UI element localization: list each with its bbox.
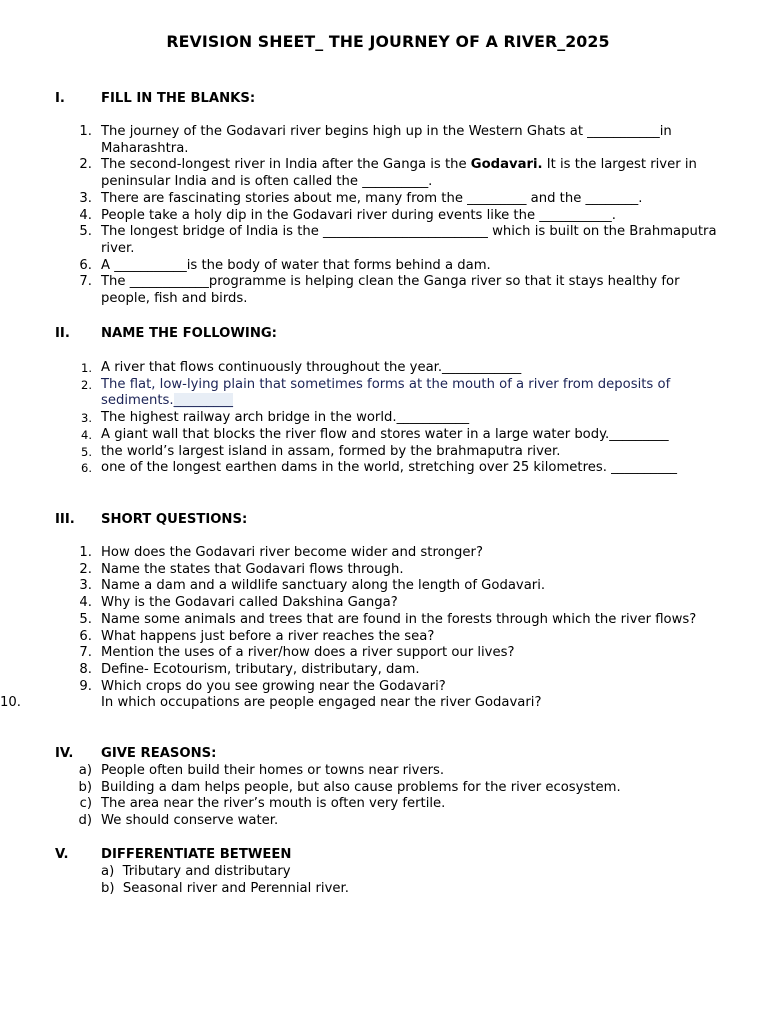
question-list <box>0 360 768 477</box>
list-item: 4. Why is the Godavari called Dakshina Ganga? <box>79 595 398 611</box>
reason-list <box>0 763 768 830</box>
section-numeral: II. <box>55 326 70 341</box>
section-title: FILL IN THE BLANKS: <box>101 91 256 106</box>
list-item: 4. People take a holy dip in the Godavari river during events like the ___________. <box>79 207 616 223</box>
list-item: 2. Name the states that Godavari flows through. <box>79 561 404 577</box>
section-heading <box>0 326 768 343</box>
list-item: 3. Name a dam and a wildlife sanctuary along the length of Godavari. <box>79 578 546 594</box>
list-item: d) We should conserve water. <box>78 813 279 829</box>
page-title: REVISION SHEET_ THE JOURNEY OF A RIVER_2025 <box>166 32 610 51</box>
section-title: NAME THE FOLLOWING: <box>101 326 277 341</box>
list-item: b) Building a dam helps people, but also cause problems for the river ecosystem. <box>78 779 621 795</box>
list-item: 10. In which occupations are people engaged near the river Godavari? <box>0 695 542 711</box>
answer-blank: _________ <box>173 393 233 409</box>
list-item: b) Seasonal river and Perennial river. <box>101 880 349 896</box>
list-item: 5. Name some animals and trees that are found in the forests through which the river flows? <box>79 611 697 627</box>
list-item: 7. Mention the uses of a river/how does a river support our lives? <box>79 645 515 661</box>
list-item: 1. How does the Godavari river become wider and stronger? <box>79 545 483 560</box>
list-item: c) The area near the river’s mouth is often very fertile. <box>79 796 446 812</box>
list-item: 6. one of the longest earthen dams in the world, stretching over 25 kilometres. __________ <box>81 460 678 476</box>
list-item: 1. The journey of the Godavari river begins high up in the Western Ghats at ___________in Maharashtra. <box>79 124 672 156</box>
section-fill-in-the-blanks <box>0 91 768 308</box>
section-numeral: III. <box>55 512 75 527</box>
section-heading <box>0 512 768 529</box>
section-title: GIVE REASONS: <box>101 746 217 761</box>
section-differentiate-between <box>0 847 768 897</box>
section-title: SHORT QUESTIONS: <box>101 512 248 527</box>
list-item: 2. The second-longest river in India after the Ganga is the Godavari. It is the largest river in peninsular India and is often called the __________. <box>79 157 697 190</box>
list-item: a) Tributary and distributary <box>101 864 291 879</box>
list-item: 8. Define- Ecotourism, tributary, distributary, dam. <box>79 661 420 677</box>
list-item: 6. What happens just before a river reaches the sea? <box>79 628 435 644</box>
list-item: 4. A giant wall that blocks the river flow and stores water in a large water body._________ <box>81 426 669 442</box>
section-name-the-following <box>0 326 768 477</box>
bold-answer: Godavari. <box>470 157 543 173</box>
section-give-reasons <box>0 746 768 830</box>
list-item: 5. the world’s largest island in assam, formed by the brahmaputra river. <box>81 443 561 459</box>
section-numeral: I. <box>55 91 65 106</box>
section-heading <box>0 91 768 108</box>
section-short-questions <box>0 512 768 712</box>
differentiate-list <box>0 864 768 897</box>
list-item: 3. There are fascinating stories about me, many from the _________ and the ________. <box>79 190 643 206</box>
list-item: 7. The ____________programme is helping clean the Ganga river so that it stays healthy for people, fish and birds. <box>79 274 680 307</box>
list-item: 5. The longest bridge of India is the _________________________ which is built on the Brahmaputra river. <box>79 224 717 256</box>
list-item: 6. A ___________is the body of water that forms behind a dam. <box>79 257 491 273</box>
list-item: a) People often build their homes or towns near rivers. <box>78 763 445 778</box>
section-heading <box>0 746 768 763</box>
question-list <box>0 124 768 308</box>
list-item: 2. The flat, low-lying plain that sometimes forms at the mouth of a river from deposits of sediments._________ <box>81 376 671 409</box>
list-item: 9. Which crops do you see growing near the Godavari? <box>79 678 446 694</box>
section-numeral: V. <box>55 847 69 862</box>
section-title: DIFFERENTIATE BETWEEN <box>101 847 292 862</box>
section-heading <box>0 847 768 864</box>
section-numeral: IV. <box>55 746 74 761</box>
question-list <box>0 545 768 712</box>
list-item: 1. A river that flows continuously throughout the year.____________ <box>81 360 522 375</box>
list-item: 3. The highest railway arch bridge in the world.___________ <box>81 410 470 426</box>
